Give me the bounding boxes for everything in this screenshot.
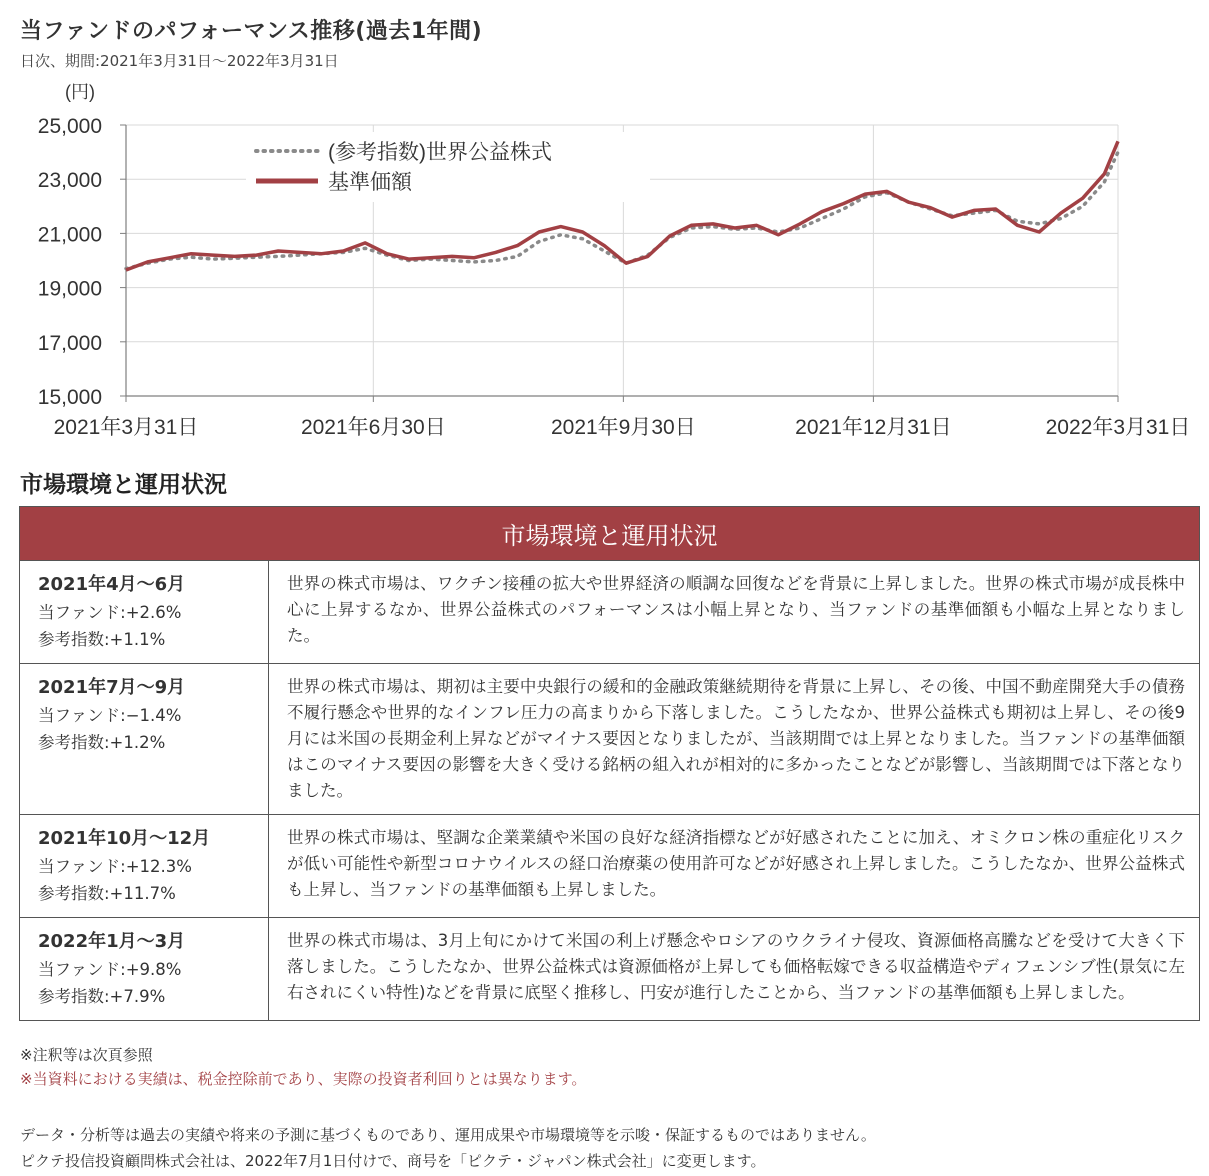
fund-return: 当ファンド:+9.8% (38, 960, 182, 979)
index-return: 参考指数:+11.7% (38, 884, 176, 903)
index-return: 参考指数:+1.2% (38, 733, 166, 752)
line-chart (0, 72, 1209, 452)
note-data-disclaimer: データ・分析等は過去の実績や将来の予測に基づくものであり、運用成果や市場環境等を示唆・保証するものではありません。 (20, 1126, 876, 1144)
table-row (20, 815, 1200, 918)
period-label: 2021年10月～12月 (38, 828, 211, 849)
note-tax-disclaimer: ※当資料における実績は、税金控除前であり、実際の投資者利回りとは異なります。 (20, 1070, 587, 1088)
chart-title: 当ファンドのパフォーマンス推移(過去1年間) (20, 19, 483, 44)
index-return: 参考指数:+1.1% (38, 630, 166, 649)
y-tick-label: 25,000 (37, 115, 102, 138)
period-cell (20, 664, 269, 815)
fund-return: 当ファンド:+2.6% (38, 603, 182, 622)
table-header-row (20, 507, 1200, 561)
chart-subtitle: 日次、期間:2021年3月31日～2022年3月31日 (20, 52, 339, 70)
x-tick-label: 2021年9月30日 (550, 416, 696, 439)
index-return: 参考指数:+7.9% (38, 987, 166, 1006)
period-cell (20, 561, 269, 664)
note-company-rename: ピクテ投信投資顧問株式会社は、2022年7月1日付けで、商号を「ピクテ・ジャパン株式会社」に変更します。 (20, 1152, 766, 1170)
legend-label: (参考指数)世界公益株式 (328, 141, 552, 164)
x-tick-label: 2021年6月30日 (300, 416, 446, 439)
x-tick-label: 2022年3月31日 (1045, 416, 1191, 439)
description-cell: 世界の株式市場は、ワクチン接種の拡大や世界経済の順調な回復などを背景に上昇しました。世界の株式市場が成長株中心に上昇するなか、世界公益株式のパフォーマンスは小幅上昇となり、当ファンドの基準価額も小幅な上昇となりました。 (269, 561, 1200, 664)
performance-chart (0, 72, 1209, 452)
fund-return: 当ファンド:−1.4% (38, 706, 182, 725)
period-cell (20, 918, 269, 1021)
y-tick-label: 15,000 (37, 386, 102, 409)
section-heading: 市場環境と運用状況 (20, 472, 227, 498)
description-cell: 世界の株式市場は、堅調な企業業績や米国の良好な経済指標などが好感されたことに加え、オミクロン株の重症化リスクが低い可能性や新型コロナウイルスの経口治療薬の使用許可などが好感され上昇しました。こうしたなか、世界公益株式も上昇し、当ファンドの基準価額も上昇しました。 (269, 815, 1200, 918)
table-row (20, 918, 1200, 1021)
period-cell (20, 815, 269, 918)
period-label: 2021年7月～9月 (38, 677, 186, 698)
y-tick-label: 17,000 (37, 331, 102, 355)
description-cell: 世界の株式市場は、期初は主要中央銀行の緩和的金融政策継続期待を背景に上昇し、その後、中国不動産開発大手の債務不履行懸念や世界的なインフレ圧力の高まりから下落しました。こうしたなか、世界公益株式も期初は上昇し、その後9月には米国の長期金利上昇などがマイナス要因となりましたが、当該期間では上昇となりました。当ファンドの基準価額はこのマイナス要因の影響を大きく受ける銘柄の組入れが相対的に多かったことなどが影響し、当該期間では下落となりました。 (269, 664, 1200, 815)
description-cell: 世界の株式市場は、3月上旬にかけて米国の利上げ懸念やロシアのウクライナ侵攻、資源価格高騰などを受けて大きく下落しました。こうしたなか、世界公益株式は資源価格が上昇しても価格転嫁できる収益構造やディフェンシブ性(景気に左右されにくい特性)などを背景に底堅く推移し、円安が進行したことから、当ファンドの基準価額も上昇しました。 (269, 918, 1200, 1021)
period-label: 2022年1月～3月 (38, 931, 186, 952)
table-row (20, 664, 1200, 815)
market-environment-table (19, 506, 1200, 1021)
y-axis-unit: (円) (65, 82, 95, 102)
x-tick-label: 2021年3月31日 (53, 416, 199, 439)
y-tick-label: 19,000 (37, 277, 102, 301)
note-see-next-page: ※注釈等は次頁参照 (20, 1046, 153, 1064)
x-tick-label: 2021年12月31日 (795, 416, 952, 439)
y-tick-label: 21,000 (37, 223, 102, 247)
table-header: 市場環境と運用状況 (20, 507, 1200, 561)
legend-label: 基準価額 (328, 171, 412, 194)
table-row (20, 561, 1200, 664)
period-label: 2021年4月～6月 (38, 574, 186, 595)
fund-return: 当ファンド:+12.3% (38, 857, 192, 876)
y-tick-label: 23,000 (37, 169, 102, 193)
